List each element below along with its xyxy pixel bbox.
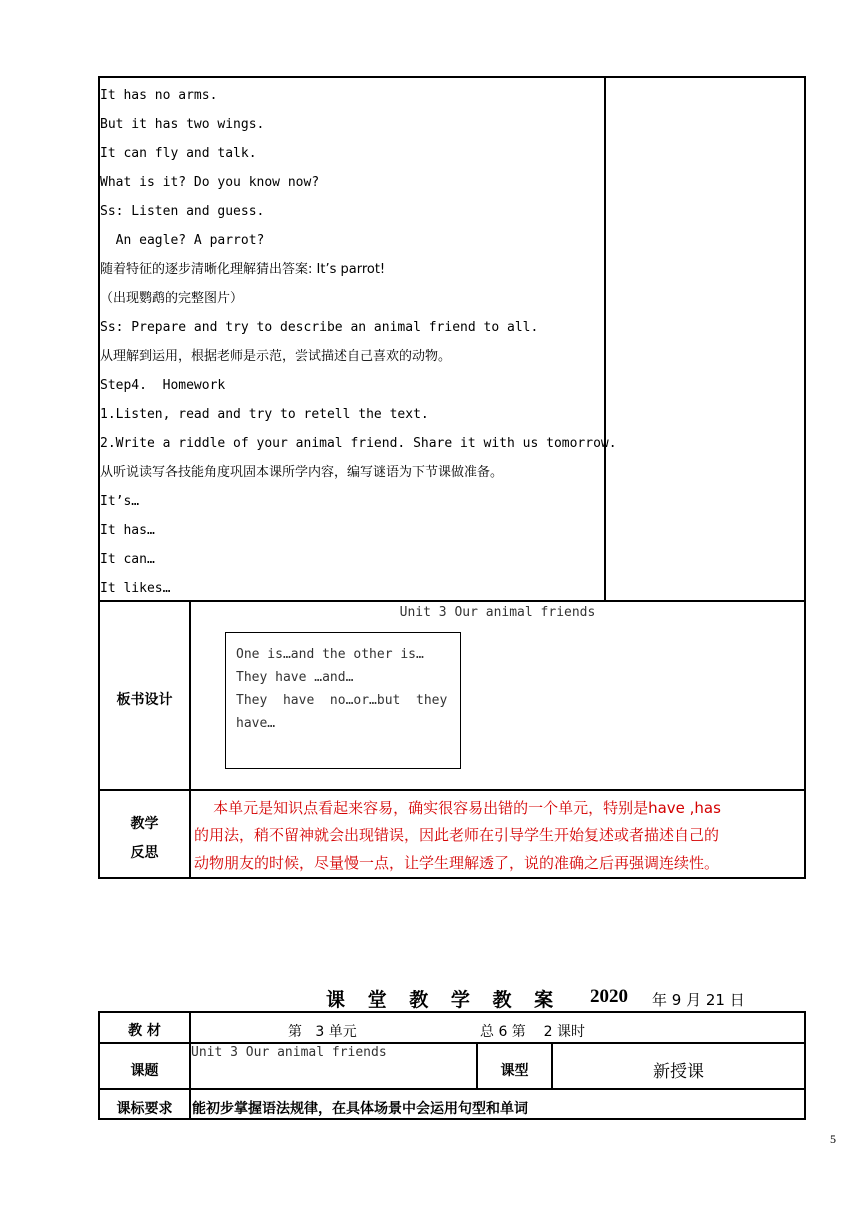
procedure-line: 从理解到运用，根据老师是示范，尝试描述自己喜欢的动物。 <box>100 349 452 364</box>
standard-label: 课标要求 <box>116 1101 173 1117</box>
row-divider-2 <box>98 789 806 791</box>
page-number: 5 <box>830 1132 836 1146</box>
board-box <box>225 632 461 769</box>
label-column-divider <box>189 600 191 879</box>
table-bottom-border <box>98 877 806 879</box>
lower-row-divider-1 <box>98 1042 806 1044</box>
lesson-type-label: 课型 <box>500 1063 529 1079</box>
table-right-border <box>804 76 806 879</box>
procedure-line: 从听说读写各技能角度巩固本课所学内容，编写谜语为下节课做准备。 <box>100 465 504 480</box>
procedure-line: 1.Listen, read and try to retell the text. <box>100 407 429 422</box>
procedure-line: Ss: Listen and guess. <box>100 204 265 219</box>
board-box-line: One is…and the other is… <box>236 647 424 662</box>
reflection-label-line1: 教学 <box>130 816 159 832</box>
procedure-line: It has… <box>100 523 155 538</box>
reflection-line: 本单元是知识点看起来容易，确实很容易出错的一个单元，特别是have ,has <box>194 799 721 817</box>
procedure-line: What is it? Do you know now? <box>100 175 320 190</box>
reflection-line: 的用法，稍不留神就会出现错误，因此老师在引导学生开始复述或者描述自己的 <box>194 826 720 844</box>
lower-row-divider-2 <box>98 1088 806 1090</box>
procedure-line: An eagle? A parrot? <box>100 233 265 248</box>
board-box-line: have… <box>236 716 276 731</box>
procedure-line: （出现鹦鹉的完整图片） <box>100 291 244 306</box>
lesson-plan-year: 2020 <box>590 986 628 1007</box>
lesson-plan-date: 年 9 月 21 日 <box>652 991 745 1009</box>
textbook-unit: 第 3 单元 <box>288 1024 357 1040</box>
procedure-line: It can fly and talk. <box>100 146 257 161</box>
row-divider-1 <box>98 600 806 602</box>
table-top-border <box>98 76 806 78</box>
lower-table-top-border <box>98 1011 806 1013</box>
reflection-label-line2: 反思 <box>130 845 159 861</box>
board-title: Unit 3 Our animal friends <box>399 605 596 620</box>
procedure-line: Ss: Prepare and try to describe an animal friend to all. <box>100 320 539 335</box>
board-box-line: They have no…or…but they <box>236 693 448 708</box>
procedure-line: But it has two wings. <box>100 117 265 132</box>
lower-label-column-divider <box>189 1011 191 1120</box>
topic-label: 课题 <box>130 1063 159 1079</box>
procedure-line: 随着特征的逐步清晰化理解猜出答案: It’s parrot! <box>100 262 386 277</box>
textbook-label: 教 材 <box>128 1023 161 1039</box>
procedure-divider <box>604 76 606 602</box>
procedure-line: It likes… <box>100 581 171 596</box>
lesson-plan-heading: 课 堂 教 学 教 案 <box>326 989 562 1011</box>
reflection-line: 动物朋友的时候，尽量慢一点，让学生理解透了，说的准确之后再强调连续性。 <box>194 854 720 872</box>
textbook-lesson: 总 6 第 2 课时 <box>480 1024 585 1040</box>
procedure-line: 2.Write a riddle of your animal friend. Share it with us tomorrow. <box>100 436 617 451</box>
board-box-line: They have …and… <box>236 670 354 685</box>
lower-table-right-border <box>804 1011 806 1120</box>
procedure-line: It has no arms. <box>100 88 218 103</box>
topic-value: Unit 3 Our animal friends <box>191 1045 387 1060</box>
procedure-line: It’s… <box>100 494 140 509</box>
lesson-type-value: 新授课 <box>653 1062 704 1082</box>
standard-value: 能初步掌握语法规律，在具体场景中会运用句型和单词 <box>192 1101 528 1117</box>
board-design-label: 板书设计 <box>116 692 173 708</box>
procedure-line: Step4. Homework <box>100 378 226 393</box>
procedure-line: It can… <box>100 552 155 567</box>
lower-table-bottom-border <box>98 1118 806 1120</box>
